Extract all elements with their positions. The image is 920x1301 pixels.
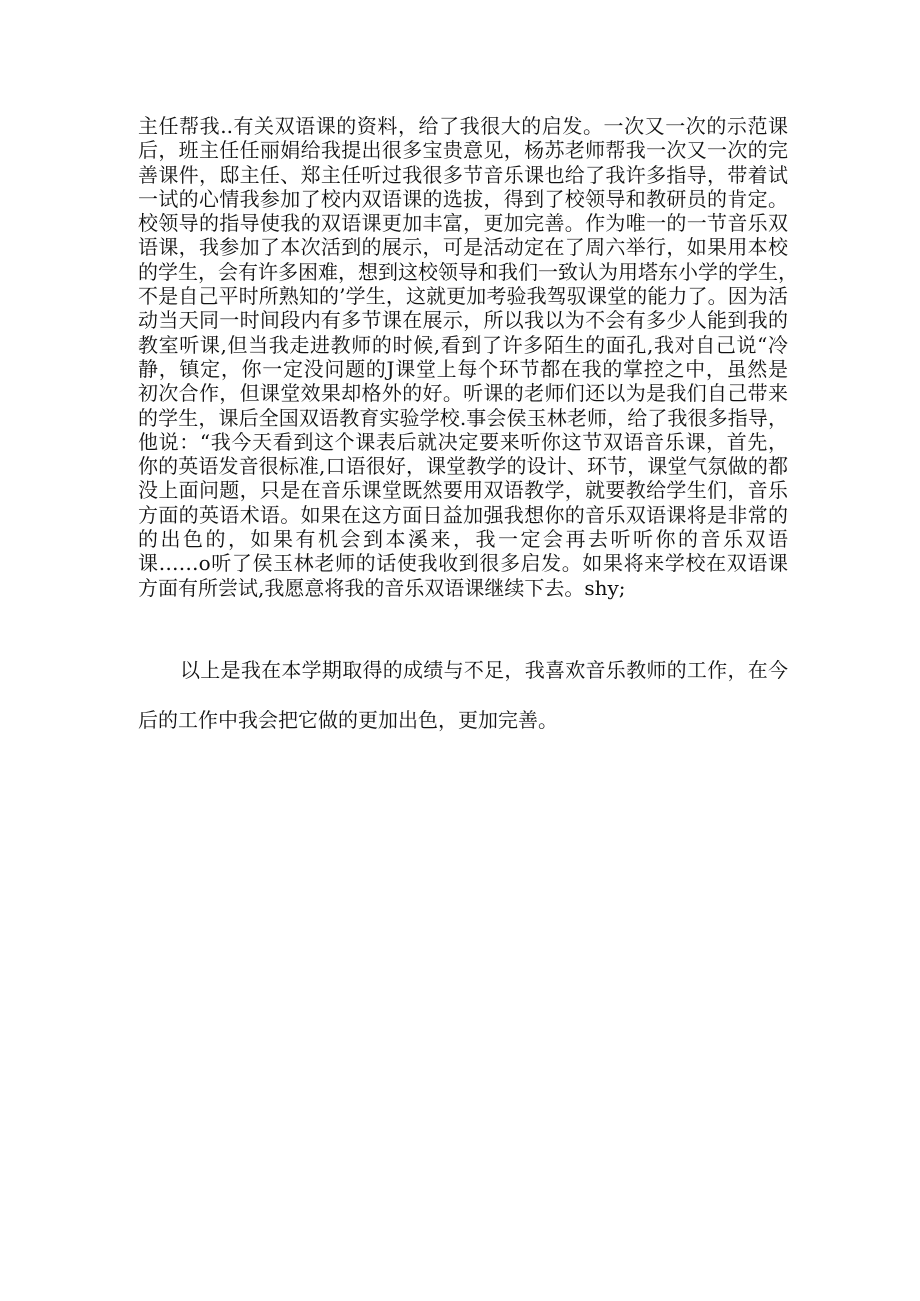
paragraph-1-line: 语课，我参加了本次活到的展示，可是活动定在了周六举行，如果用本校 bbox=[138, 235, 788, 260]
paragraph-1-line: 没上面问题，只是在音乐课堂既然要用双语教学，就要教给学生们，音乐 bbox=[138, 478, 788, 503]
paragraph-1 bbox=[138, 114, 798, 600]
paragraph-2-line: 以上是我在本学期取得的成绩与不足，我喜欢音乐教师的工作，在今 bbox=[180, 658, 788, 682]
paragraph-1-line: 初次合作，但课堂效果却格外的好。听课的老师们还以为是我们自己带来 bbox=[138, 381, 788, 406]
paragraph-1-line: 善课件，邸主任、郑主任听过我很多节音乐课也给了我许多指导，带着试 bbox=[138, 162, 788, 187]
paragraph-1-line: 主任帮我..有关双语课的资料，给了我很大的启发。一次又一次的示范课 bbox=[138, 114, 788, 138]
paragraph-1-line: 一试的心情我参加了校内双语课的选拔，得到了校领导和教研员的肯定。 bbox=[138, 186, 788, 211]
paragraph-1-line: 的出色的，如果有机会到本溪来，我一定会再去听听你的音乐双语 bbox=[138, 527, 788, 552]
paragraph-1-line: 你的英语发音很标准,口语很好，课堂教学的设计、环节，课堂气氛做的都 bbox=[138, 454, 788, 479]
paragraph-1-line: 校领导的指导使我的双语课更加丰富，更加完善。作为唯一的一节音乐双 bbox=[138, 211, 788, 236]
paragraph-1-line: 的学生，课后全国双语教育实验学校.事会侯玉林老师，给了我很多指导， bbox=[138, 405, 788, 430]
paragraph-1-line: 的学生，会有许多困难，想到这校领导和我们一致认为用塔东小学的学生， bbox=[138, 259, 798, 284]
paragraph-2-line: 后的工作中我会把它做的更加出色，更加完善。 bbox=[138, 708, 558, 732]
paragraph-1-line: 课……o听了侯玉林老师的话使我收到很多启发。如果将来学校在双语课 bbox=[138, 551, 788, 576]
paragraph-1-line: 他说：“我今天看到这个课表后就决定要来听你这节双语音乐课，首先， bbox=[138, 429, 788, 454]
paragraph-1-line: 静，镇定，你一定没问题的J课堂上每个环节都在我的掌控之中，虽然是 bbox=[138, 356, 788, 381]
paragraph-2 bbox=[138, 658, 788, 758]
paragraph-1-line: 方面有所尝试,我愿意将我的音乐双语课继续下去。shy; bbox=[138, 575, 626, 600]
paragraph-1-line: 后，班主任任丽娟给我提出很多宝贵意见，杨苏老师帮我一次又一次的完 bbox=[138, 138, 788, 163]
paragraph-1-line: 教室听课,但当我走进教师的时候,看到了许多陌生的面孔,我对自己说“冷 bbox=[138, 332, 788, 357]
paragraph-1-line: 动当天同一时间段内有多节课在展示，所以我以为不会有多少人能到我的 bbox=[138, 308, 788, 333]
paragraph-1-line: 不是自己平时所熟知的’学生，这就更加考验我驾驭课堂的能力了。因为活 bbox=[138, 284, 788, 309]
paragraph-1-line: 方面的英语术语。如果在这方面日益加强我想你的音乐双语课将是非常的 bbox=[138, 502, 788, 527]
